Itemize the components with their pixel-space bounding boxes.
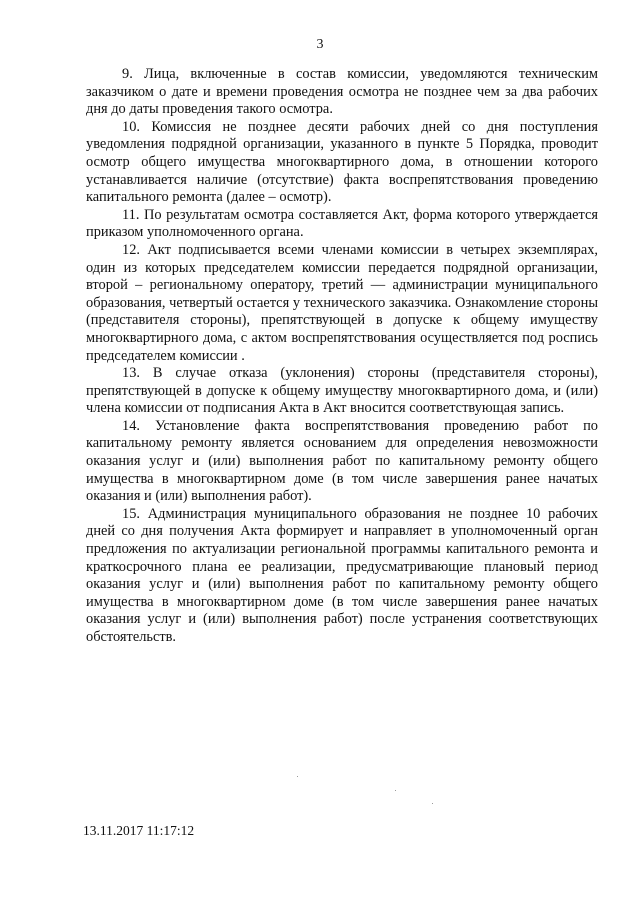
paragraph-13: 13. В случае отказа (уклонения) стороны (представителя стороны), препятствующей в допуске к общему имуществу многоквартирного дома, и (или) члена комиссии от подписания Акта в Акт вносится соответствующая запись. — [86, 365, 598, 417]
scan-speck — [432, 803, 433, 804]
page-number: 3 — [316, 37, 324, 52]
paragraph-14: 14. Установление факта воспрепятствования проведению работ по капитальному ремонту является основанием для определения невозможности оказания услуг и (или) выполнения работ по капитальному ремонту общего имущества в многоквартирном доме (в том числе завершения ранее начатых оказания и (или) выполнения работ). — [86, 417, 598, 505]
scan-speck — [297, 776, 298, 777]
paragraph-11: 11. По результатам осмотра составляется Акт, форма которого утверждается приказом уполномоченного органа. — [86, 206, 598, 241]
paragraph-9: 9. Лица, включенные в состав комиссии, уведомляются техническим заказчиком о дате и времени проведения осмотра не позднее чем за два рабочих дня до даты проведения такого осмотра. — [86, 66, 598, 118]
paragraph-12: 12. Акт подписывается всеми членами комиссии в четырех экземплярах, один из которых председателем комиссии передается подрядной организации, второй – региональному оператору, третий — администрации муниципального образования, четвертый остается у технического заказчика. Ознакомление стороны (представителя стороны), препятствующей в допуске к общему имуществу многоквартирного дома, с актом воспрепятствования осуществляется под роспись председателем комиссии . — [86, 241, 598, 364]
scan-speck — [395, 790, 396, 791]
paragraph-10: 10. Комиссия не позднее десяти рабочих дней со дня поступления уведомления подрядной организации, указанного в пункте 5 Порядка, проводит осмотр общего имущества многоквартирного дома, в отношении которого устанавливается наличие (отсутствие) факта воспрепятствования проведению капитального ремонта (далее – осмотр). — [86, 118, 598, 206]
paragraph-15: 15. Администрация муниципального образования не позднее 10 рабочих дней со дня получения Акта формирует и направляет в уполномоченный орган предложения по актуализации региональной программы капитального ремонта и краткосрочного плана ее реализации, предусматривающие плановый период оказания услуг и (или) выполнения работ по капитальному ремонту общего имущества в многоквартирном доме (в том числе завершения ранее начатых оказания услуг и (или) выполнения работ) после устранения соответствующих обстоятельств. — [86, 505, 598, 645]
print-timestamp: 13.11.2017 11:17:12 — [83, 823, 195, 838]
document-body — [86, 66, 598, 647]
